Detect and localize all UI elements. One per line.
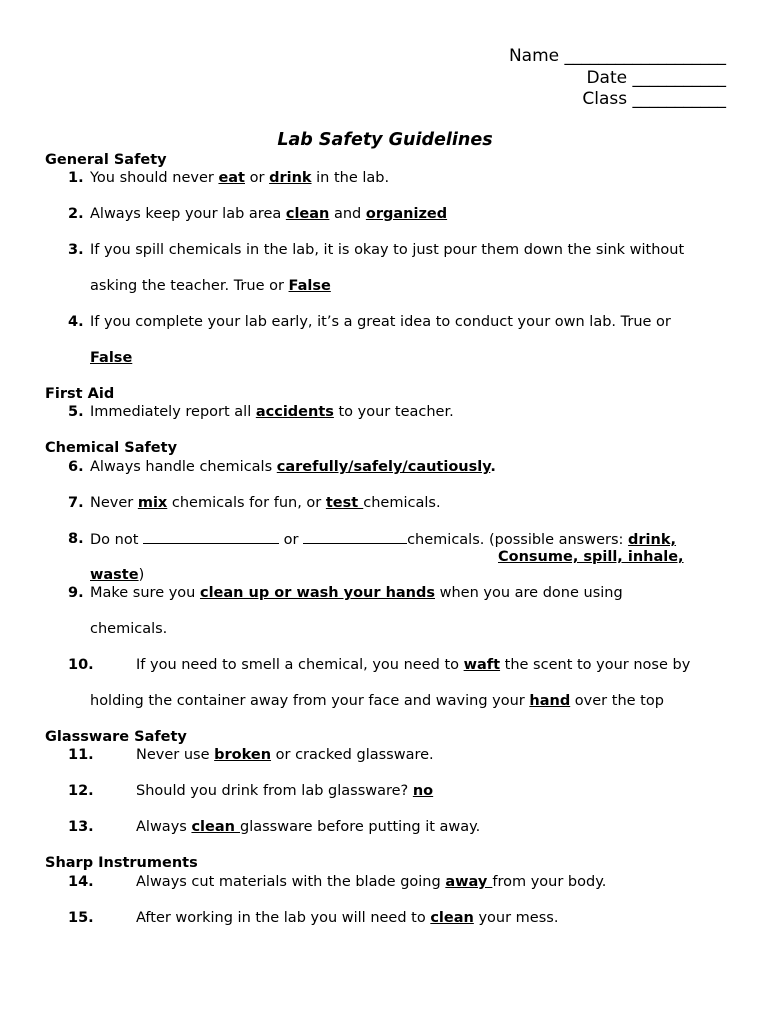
answer: carefully/safely/cautiously [276, 459, 491, 475]
answer: waste [90, 567, 139, 583]
answer: test [325, 495, 364, 511]
answer: eat [218, 170, 245, 186]
name-line: Name ___________________ [508, 46, 726, 66]
answer: clean [191, 819, 240, 835]
question-14: Always cut materials with the blade going away from your body. [136, 874, 607, 890]
question-6: Always handle chemicals carefully/safely/cautiously. [90, 459, 496, 475]
answer: organized [365, 206, 448, 222]
section-general-safety: General Safety [45, 152, 167, 168]
item-number: 1. [68, 170, 84, 186]
item-number: 14. [68, 874, 94, 890]
item-number: 5. [68, 404, 84, 420]
question-12: Should you drink from lab glassware? no [136, 783, 434, 799]
question-3-line-2: asking the teacher. True or False [90, 278, 331, 294]
question-13: Always clean glassware before putting it away. [136, 819, 481, 835]
answer: clean [430, 910, 474, 926]
answer: no [412, 783, 434, 799]
item-number: 8. [68, 531, 84, 547]
answer: False [288, 278, 331, 294]
answer: drink [269, 170, 312, 186]
answer: hand [529, 693, 571, 709]
question-8: Do not or chemicals. (possible answers: drink, [90, 532, 677, 548]
item-number: 12. [68, 783, 94, 799]
question-8-line-3: waste) [90, 567, 145, 583]
answer: waft [463, 657, 501, 673]
class-line: Class ___________ [582, 89, 726, 109]
section-sharp-instruments: Sharp Instruments [45, 855, 198, 871]
answer-blank [143, 531, 279, 544]
question-2: Always keep your lab area clean and organized [90, 206, 448, 222]
item-number: 15. [68, 910, 94, 926]
answer: drink, [628, 532, 677, 548]
answer-options: Consume, spill, inhale, [498, 549, 684, 565]
question-11: Never use broken or cracked glassware. [136, 747, 434, 763]
question-7: Never mix chemicals for fun, or test chemicals. [90, 495, 441, 511]
item-number: 13. [68, 819, 94, 835]
date-line: Date ___________ [586, 68, 726, 88]
question-1: You should never eat or drink in the lab. [90, 170, 390, 186]
answer: mix [137, 495, 168, 511]
answer: clean up or wash your hands [199, 585, 436, 601]
item-number: 2. [68, 206, 84, 222]
item-number: 7. [68, 495, 84, 511]
question-4-line-1: If you complete your lab early, it’s a great idea to conduct your own lab. True or [90, 314, 671, 330]
section-chemical-safety: Chemical Safety [45, 440, 178, 456]
question-9-line-2: chemicals. [90, 621, 168, 637]
question-10-line-2: holding the container away from your face and waving your hand over the top [90, 693, 664, 709]
answer-blank [303, 531, 407, 544]
page-title: Lab Safety Guidelines [277, 130, 493, 150]
item-number: 3. [68, 242, 84, 258]
question-10-line-1: If you need to smell a chemical, you need to waft the scent to your nose by [136, 657, 691, 673]
answer: broken [214, 747, 272, 763]
item-number: 10. [68, 657, 94, 673]
item-number: 4. [68, 314, 84, 330]
answer: clean [285, 206, 330, 222]
question-15: After working in the lab you will need to clean your mess. [136, 910, 559, 926]
question-5: Immediately report all accidents to your teacher. [90, 404, 454, 420]
item-number: 9. [68, 585, 84, 601]
question-4-line-2 [90, 350, 132, 366]
answer: False [90, 350, 133, 366]
section-glassware-safety: Glassware Safety [45, 729, 187, 745]
item-number: 6. [68, 459, 84, 475]
item-number: 11. [68, 747, 94, 763]
answer: accidents [255, 404, 334, 420]
section-first-aid: First Aid [45, 386, 115, 402]
answer: away [445, 874, 493, 890]
question-3-line-1: If you spill chemicals in the lab, it is okay to just pour them down the sink without [90, 242, 685, 258]
question-9-line-1: Make sure you clean up or wash your hands when you are done using [90, 585, 623, 601]
